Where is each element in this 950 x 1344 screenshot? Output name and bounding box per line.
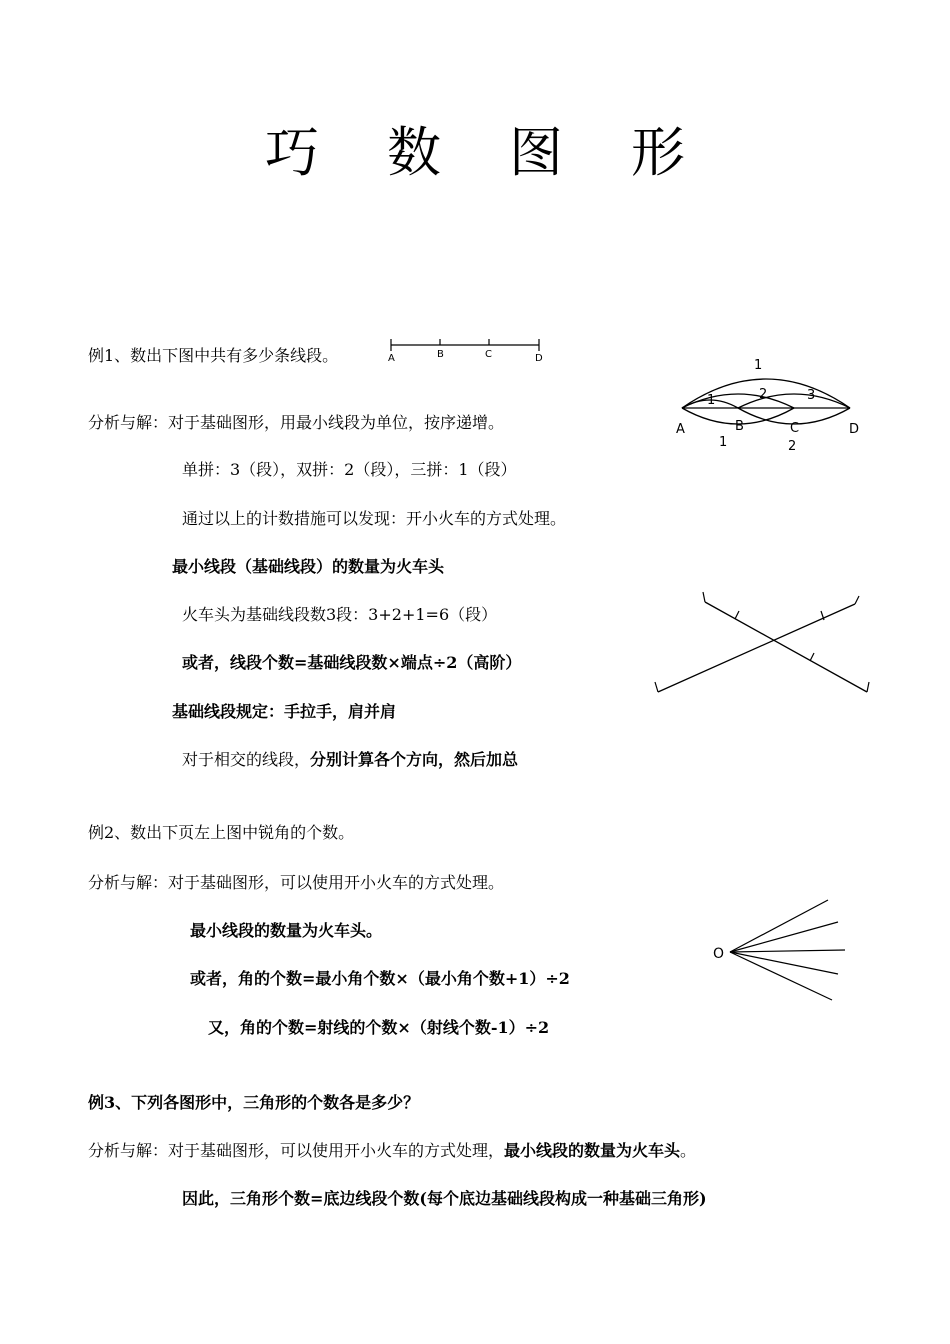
arc-segment-diagram: [672, 352, 872, 462]
example2-formula1: 或者，角的个数=最小角个数×（最小角个数+1）÷2: [190, 969, 570, 988]
point-label: A: [676, 422, 685, 437]
arc-label: 1: [719, 435, 728, 450]
title-char: 巧: [265, 121, 319, 184]
analysis1-rule-def: 基础线段规定：手拉手，肩并肩: [172, 702, 397, 721]
example3-analysis-text: 分析与解：对于基础图形，可以使用开小火车的方式处理，: [88, 1141, 505, 1160]
example1-question: 例1、数出下图中共有多少条线段。: [88, 346, 339, 365]
title-char: 形: [631, 121, 685, 184]
crossing-bold-text: 分别计算各个方向，然后加总: [310, 750, 519, 769]
example3-conclusion: 因此，三角形个数=底边线段个数(每个底边基础线段构成一种基础三角形): [182, 1189, 707, 1208]
analysis1-crossing: [182, 749, 518, 771]
example3-analysis-end: 。: [680, 1141, 697, 1160]
crossing-lines-diagram: [650, 590, 875, 700]
example3-question: 例3、下列各图形中，三角形的个数各是多少？: [88, 1093, 420, 1112]
segment-label: D: [535, 353, 543, 364]
page-title: [0, 118, 950, 188]
title-char: 数: [387, 121, 441, 184]
point-label: D: [849, 422, 860, 437]
example2-formula2: 又，角的个数=射线的个数×（射线个数-1）÷2: [208, 1018, 550, 1037]
example2-rule-head: 最小线段的数量为火车头。: [190, 921, 383, 940]
example3-analysis-bold: 最小线段的数量为火车头: [504, 1141, 681, 1160]
arc-label: 3: [807, 388, 816, 403]
analysis1-intro: 分析与解：对于基础图形，用最小线段为单位，按序递增。: [88, 413, 505, 432]
analysis1-formula: 或者，线段个数=基础线段数×端点÷2（高阶）: [182, 653, 522, 672]
segment-label: C: [485, 349, 492, 360]
point-label: C: [790, 421, 800, 436]
analysis1-discovery: 通过以上的计数措施可以发现：开小火车的方式处理。: [182, 509, 567, 528]
analysis1-rule-head: 最小线段（基础线段）的数量为火车头: [172, 557, 445, 576]
analysis1-example-calc: 火车头为基础线段数3段：3+2+1=6（段）: [182, 605, 498, 624]
analysis1-counts: 单拼：3（段），双拼：2（段），三拼：1（段）: [182, 460, 517, 479]
point-label-o: O: [713, 946, 725, 962]
arc-label: 1: [707, 393, 716, 408]
arc-label: 2: [788, 439, 797, 454]
segment-label: B: [437, 349, 444, 360]
rays-diagram: [708, 892, 853, 1012]
example2-question: 例2、数出下页左上图中锐角的个数。: [88, 823, 355, 842]
arc-label: 1: [754, 358, 763, 373]
example2-analysis: 分析与解：对于基础图形，可以使用开小火车的方式处理。: [88, 873, 505, 892]
segment-diagram: [385, 335, 545, 365]
crossing-normal-text: 对于相交的线段，: [182, 750, 311, 769]
point-label: B: [735, 419, 744, 434]
arc-label: 2: [759, 387, 768, 402]
example3-analysis: [88, 1140, 696, 1162]
segment-label: A: [388, 353, 395, 364]
title-char: 图: [509, 121, 563, 184]
